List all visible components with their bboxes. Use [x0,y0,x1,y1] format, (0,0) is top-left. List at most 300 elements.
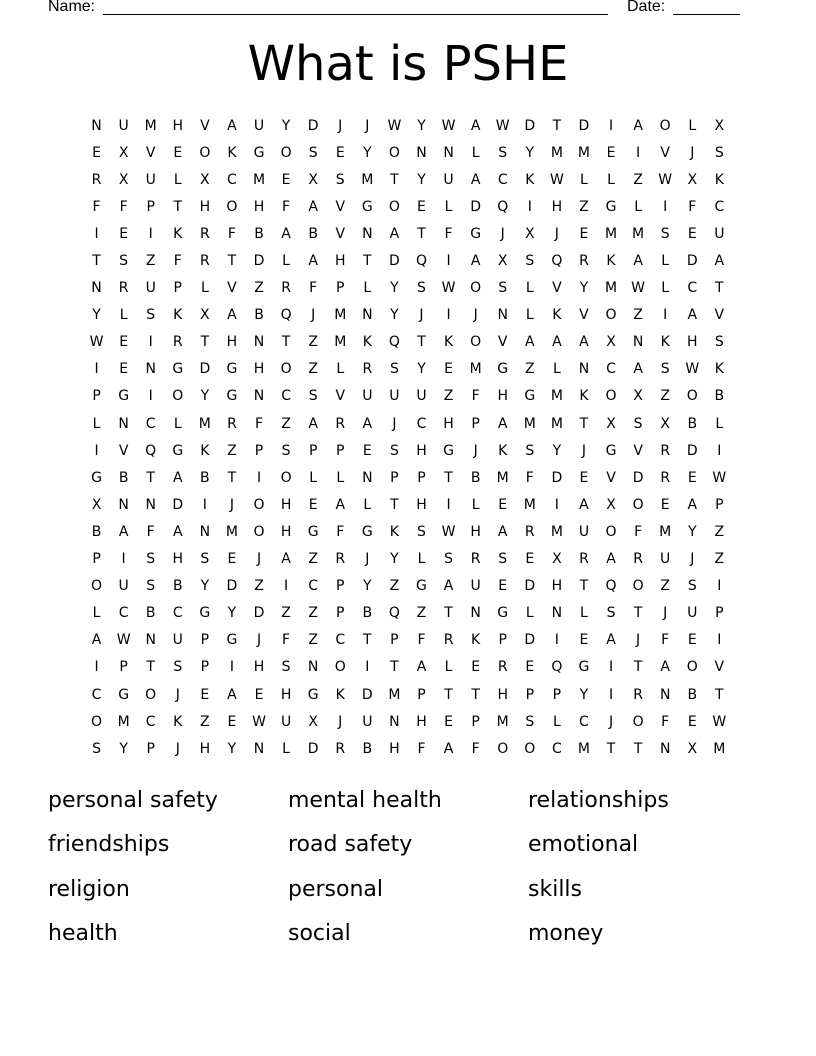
grid-cell: M [550,523,563,540]
grid-cell: H [470,523,481,540]
grid-row [83,708,733,735]
grid-row [83,627,733,654]
grid-cell: P [417,686,426,703]
grid-cell: N [145,496,156,513]
grid-cell: K [335,686,345,703]
grid-cell: N [578,361,590,378]
grid-cell: G [497,605,509,622]
grid-cell: L [417,551,426,568]
header-fields [48,0,768,18]
grid-cell: U [145,171,156,188]
grid-cell: F [173,253,182,270]
grid-cell: U [253,117,265,134]
grid-cell: K [227,144,237,161]
grid-cell: Z [281,605,291,622]
grid-cell: Y [552,442,562,459]
grid-cell: S [200,551,210,568]
grid-cell: O [226,198,238,215]
grid-cell: B [714,388,725,405]
grid-cell: K [525,171,535,188]
grid-cell: R [281,280,291,297]
grid-cell: C [227,171,237,188]
grid-cell: F [688,198,697,215]
word-list-item: personal [288,876,384,902]
grid-cell: E [417,198,426,215]
grid-cell: S [308,388,318,405]
grid-cell: A [416,659,427,676]
grid-cell: P [254,442,264,459]
grid-cell: E [525,551,535,568]
name-label: Name: [48,0,96,15]
grid-cell: A [579,334,589,351]
grid-cell: V [335,198,346,215]
grid-cell: D [524,117,536,134]
grid-cell: A [633,253,643,270]
grid-cell: N [91,280,102,297]
grid-cell: J [256,551,262,568]
grid-row [83,139,733,166]
grid-cell: V [714,307,725,324]
grid-cell: D [307,117,319,134]
grid-cell: M [144,117,157,134]
grid-cell: G [226,632,238,649]
grid-cell: H [551,578,563,595]
grid-cell: I [148,388,153,405]
grid-cell: W [387,117,402,134]
word-list [48,778,768,956]
grid-row [83,491,733,518]
grid-cell: D [226,578,238,595]
grid-cell: K [579,388,589,405]
grid-cell: X [660,415,670,432]
grid-cell: T [444,469,453,486]
grid-cell: Z [145,253,156,270]
grid-cell: E [498,578,508,595]
grid-cell: C [172,605,183,622]
grid-cell: E [444,361,453,378]
grid-cell: Y [390,307,399,324]
grid-cell: E [525,659,535,676]
grid-cell: L [580,171,588,188]
grid-cell: J [175,740,180,757]
grid-cell: N [443,144,454,161]
grid-cell: L [552,361,561,378]
grid-cell: A [389,225,400,242]
grid-cell: R [470,551,481,568]
grid-cell: T [633,740,643,757]
grid-cell: B [362,605,373,622]
grid-cell: D [578,117,590,134]
grid-cell: Y [687,523,697,540]
grid-cell: M [577,144,590,161]
grid-cell: S [633,415,643,432]
grid-cell: C [551,740,562,757]
grid-cell: J [365,551,370,568]
grid-cell: X [118,144,129,161]
grid-cell: D [551,469,563,486]
grid-cell: Q [605,578,617,595]
grid-cell: J [473,442,478,459]
grid-cell: O [388,198,400,215]
grid-cell: U [687,605,698,622]
grid-cell: S [525,713,535,730]
grid-cell: I [608,659,614,676]
grid-cell: N [307,659,319,676]
grid-cell: W [685,361,700,378]
word-list-item: emotional [528,832,639,858]
grid-cell: Z [254,280,264,297]
grid-cell: A [308,415,318,432]
word-list-item: religion [48,876,130,902]
grid-cell: D [686,253,698,270]
grid-cell: A [470,117,481,134]
grid-cell: A [443,740,454,757]
grid-cell: I [608,686,614,703]
grid-cell: H [253,198,265,215]
grid-cell: J [311,307,316,324]
grid-cell: W [252,713,266,730]
grid-cell: P [146,198,155,215]
grid-cell: B [470,469,481,486]
grid-cell: L [336,469,345,486]
grid-cell: Z [308,605,318,622]
grid-cell: U [660,551,671,568]
grid-cell: O [253,496,265,513]
grid-cell: L [525,280,534,297]
grid-cell: H [280,523,292,540]
grid-cell: F [119,198,128,215]
grid-cell: E [471,659,481,676]
grid-cell: Z [524,361,535,378]
grid-cell: K [443,334,454,351]
grid-cell: N [551,605,563,622]
grid-cell: A [579,496,589,513]
grid-cell: S [417,523,426,540]
grid-cell: F [417,632,426,649]
grid-cell: O [686,659,698,676]
grid-cell: R [227,415,237,432]
grid-cell: L [715,415,724,432]
grid-cell: R [497,659,508,676]
grid-cell: B [145,605,156,622]
word-row [48,823,768,868]
grid-cell: Y [227,605,237,622]
grid-cell: T [390,496,399,513]
grid-cell: L [552,713,561,730]
grid-cell: P [119,659,128,676]
grid-cell: N [659,740,671,757]
grid-cell: V [118,442,129,459]
grid-cell: O [497,740,509,757]
grid-cell: P [715,605,724,622]
grid-cell: I [229,659,234,676]
grid-cell: Z [227,442,237,459]
grid-cell: A [227,117,237,134]
grid-cell: Y [200,578,210,595]
grid-cell: O [280,361,292,378]
grid-cell: T [633,659,643,676]
grid-cell: S [335,171,345,188]
grid-cell: M [523,415,536,432]
grid-cell: T [633,605,643,622]
grid-cell: O [632,713,644,730]
grid-cell: U [578,523,590,540]
grid-cell: S [525,253,535,270]
grid-cell: E [335,144,345,161]
grid-cell: Z [714,551,725,568]
grid-cell: N [253,388,265,405]
grid-cell: M [117,713,130,730]
grid-cell: C [118,605,129,622]
grid-cell: Q [415,253,427,270]
grid-cell: U [118,578,129,595]
grid-cell: I [202,496,207,513]
grid-cell: V [335,225,346,242]
grid-cell: L [580,605,588,622]
grid-cell: O [659,117,671,134]
grid-row [83,220,733,247]
grid-cell: O [388,144,400,161]
grid-cell: X [497,253,508,270]
grid-cell: T [715,280,724,297]
grid-cell: G [497,361,509,378]
grid-cell: H [172,551,184,568]
grid-cell: O [91,578,103,595]
grid-cell: I [148,334,153,351]
grid-cell: E [444,713,453,730]
grid-cell: R [172,334,183,351]
grid-cell: P [417,469,426,486]
grid-row [83,437,733,464]
grid-cell: L [525,605,534,622]
grid-cell: R [660,469,671,486]
grid-cell: J [690,144,695,161]
grid-cell: I [284,578,289,595]
grid-cell: W [549,171,564,188]
grid-cell: P [390,632,399,649]
grid-row [83,275,733,302]
grid-cell: Z [308,551,318,568]
grid-cell: P [308,442,318,459]
grid-cell: E [173,144,183,161]
grid-cell: H [199,198,211,215]
grid-cell: Y [390,551,399,568]
grid-cell: N [416,144,427,161]
grid-cell: N [659,686,671,703]
grid-cell: L [444,659,453,676]
grid-row [83,356,733,383]
grid-row [83,518,733,545]
grid-cell: U [416,388,427,405]
grid-cell: M [252,171,266,188]
grid-cell: B [687,686,698,703]
grid-cell: A [633,117,643,134]
grid-cell: U [172,632,183,649]
grid-cell: J [663,605,668,622]
grid-cell: S [444,551,453,568]
grid-cell: O [605,523,617,540]
grid-cell: S [146,578,156,595]
grid-cell: H [389,740,400,757]
grid-cell: L [363,496,372,513]
grid-cell: L [309,469,318,486]
grid-cell: E [687,225,697,242]
grid-cell: G [172,442,184,459]
grid-cell: I [94,225,99,242]
grid-cell: Q [280,307,292,324]
grid-cell: N [632,334,644,351]
page-title: What is PSHE [247,36,569,92]
grid-cell: T [417,225,426,242]
grid-cell: O [334,659,346,676]
grid-cell: C [145,713,156,730]
grid-cell: H [416,496,427,513]
grid-cell: P [715,496,724,513]
grid-cell: R [335,415,346,432]
grid-cell: R [660,442,671,459]
grid-cell: P [525,686,535,703]
grid-cell: D [199,361,211,378]
grid-cell: A [552,334,562,351]
grid-row [83,112,733,139]
word-list-item: skills [528,876,583,902]
grid-cell: A [606,551,616,568]
grid-cell: E [687,469,697,486]
grid-cell: U [362,713,373,730]
grid-cell: W [495,117,510,134]
grid-cell: A [335,496,346,513]
grid-cell: E [606,144,616,161]
grid-cell: Z [200,713,210,730]
grid-cell: M [334,334,347,351]
grid-cell: J [229,496,234,513]
grid-cell: Y [92,307,101,324]
grid-cell: V [660,144,670,161]
grid-cell: Q [388,605,400,622]
grid-cell: O [172,388,184,405]
grid-cell: H [280,686,292,703]
grid-cell: J [419,307,424,324]
grid-cell: A [281,551,291,568]
grid-cell: A [443,578,454,595]
grid-cell: R [199,253,210,270]
grid-cell: Y [417,117,426,134]
grid-cell: Q [388,334,400,351]
grid-cell: P [390,469,399,486]
grid-cell: N [389,713,400,730]
grid-cell: E [254,686,264,703]
grid-cell: V [145,144,156,161]
grid-cell: Z [714,523,725,540]
grid-cell: E [92,144,101,161]
grid-cell: Y [417,361,426,378]
grid-cell: G [578,659,590,676]
grid-cell: V [714,659,725,676]
grid-cell: D [361,686,373,703]
grid-cell: P [200,659,210,676]
grid-cell: G [605,442,617,459]
grid-cell: W [441,523,456,540]
grid-cell: L [173,415,182,432]
grid-cell: F [336,523,345,540]
grid-cell: U [362,388,373,405]
grid-row [83,383,733,410]
grid-cell: D [524,632,536,649]
grid-cell: K [389,523,399,540]
grid-row [83,166,733,193]
grid-cell: Z [254,578,264,595]
grid-cell: R [199,225,210,242]
grid-cell: P [92,388,101,405]
grid-cell: E [227,551,237,568]
grid-cell: G [470,225,482,242]
grid-cell: Y [227,740,237,757]
grid-cell: H [416,713,427,730]
grid-cell: C [714,198,725,215]
grid-cell: E [119,334,129,351]
grid-cell: Z [660,388,670,405]
grid-cell: F [417,740,426,757]
grid-cell: D [172,496,184,513]
grid-cell: M [388,686,401,703]
grid-cell: N [253,334,265,351]
grid-cell: X [606,496,616,513]
grid-cell: O [686,388,698,405]
grid-cell: E [308,496,318,513]
grid-cell: N [199,523,211,540]
grid-cell: F [444,225,453,242]
grid-cell: U [118,117,129,134]
grid-cell: Y [119,740,128,757]
grid-cell: O [605,307,617,324]
grid-cell: S [660,361,670,378]
grid-cell: A [660,659,670,676]
word-row [48,778,768,823]
grid-cell: F [471,388,480,405]
grid-cell: C [145,415,156,432]
grid-cell: I [663,198,668,215]
grid-cell: T [227,469,237,486]
grid-cell: N [145,632,156,649]
grid-cell: L [471,496,480,513]
grid-cell: Z [308,361,318,378]
grid-cell: R [335,551,346,568]
grid-cell: M [550,388,563,405]
grid-cell: S [146,551,156,568]
grid-cell: J [554,225,559,242]
grid-cell: E [498,496,508,513]
grid-row [83,600,733,627]
grid-row [83,735,733,762]
grid-cell: O [199,144,211,161]
grid-cell: F [282,632,291,649]
grid-cell: W [116,632,131,649]
grid-cell: A [470,171,481,188]
grid-cell: K [471,632,481,649]
grid-cell: I [554,496,559,513]
grid-cell: P [552,686,562,703]
grid-cell: H [416,442,427,459]
grid-cell: O [145,686,157,703]
grid-cell: R [579,551,589,568]
name-blank-line [103,14,608,15]
grid-row [83,464,733,491]
grid-cell: S [281,659,291,676]
grid-cell: B [91,523,102,540]
grid-cell: V [633,442,643,459]
grid-cell: E [119,361,129,378]
grid-cell: L [688,117,697,134]
